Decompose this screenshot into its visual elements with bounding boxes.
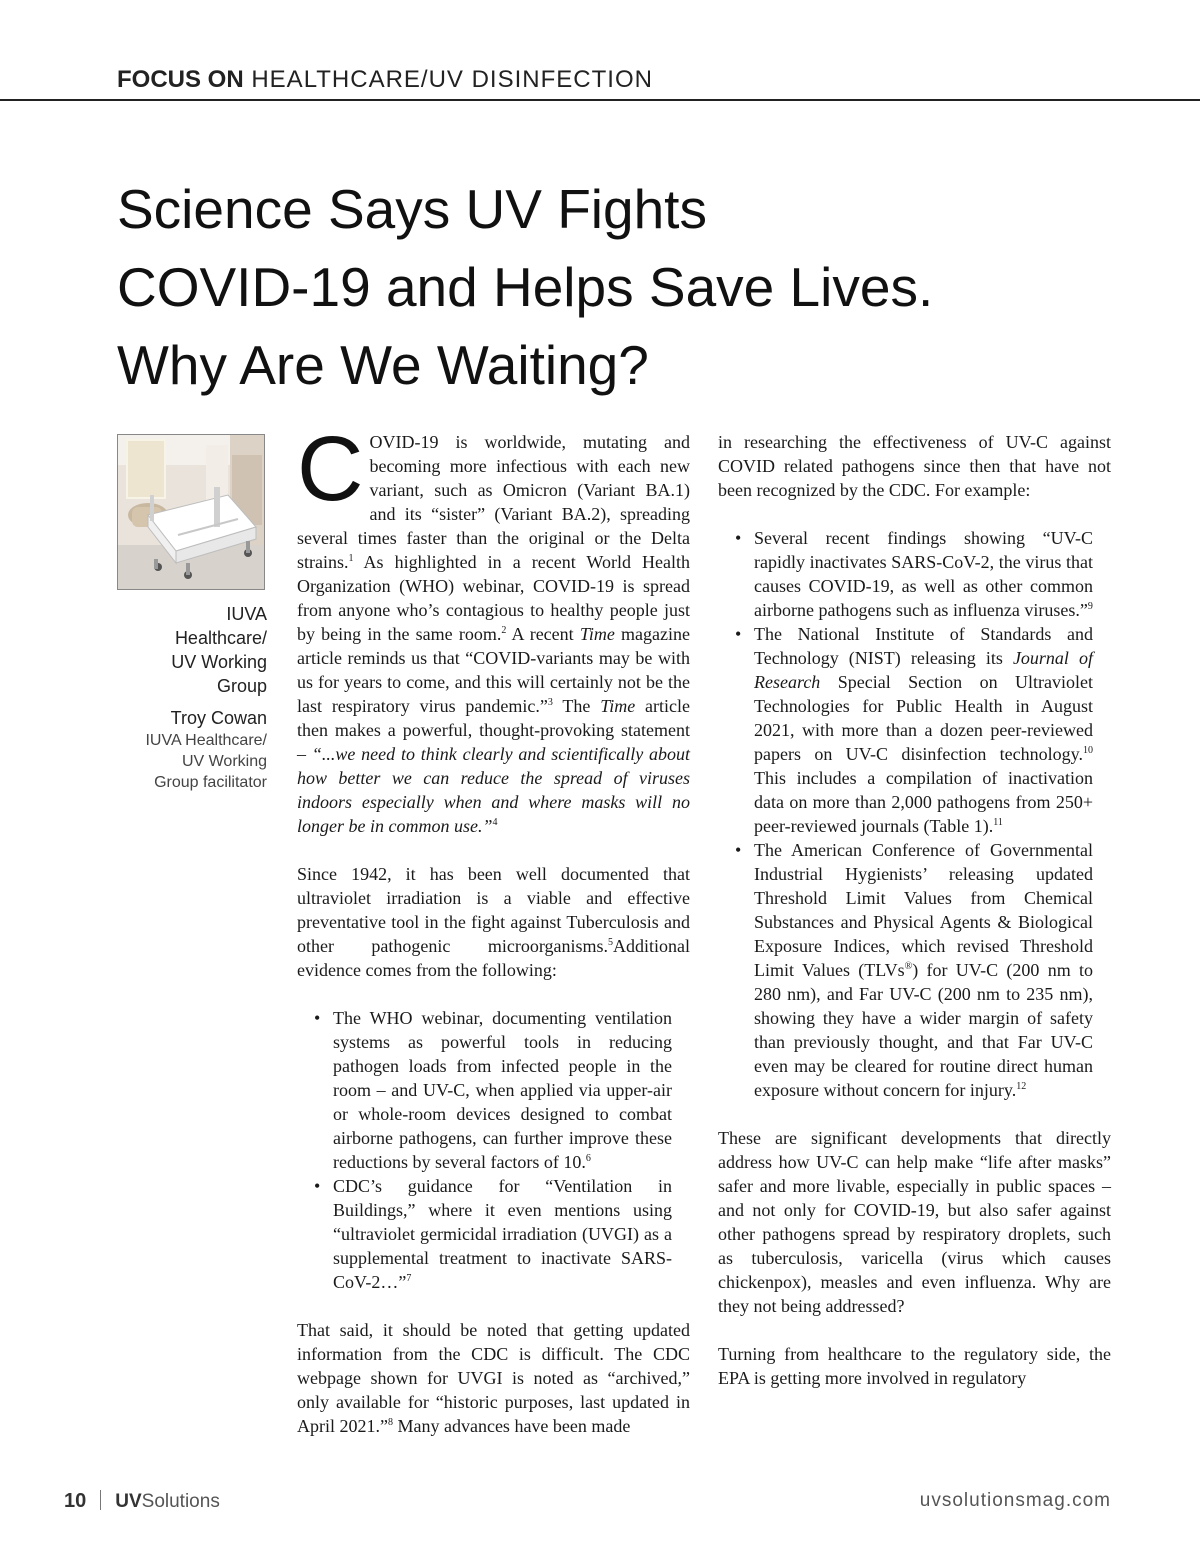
website-url: uvsolutionsmag.com (919, 1490, 1111, 1511)
list-item (333, 1174, 672, 1294)
group-line-2: Healthcare/ (174, 628, 267, 648)
intro-text-e: The (552, 696, 601, 716)
hospital-bed-illustration (118, 435, 264, 589)
article-column-1 (297, 418, 691, 1462)
list-item-text: CDC’s guidance for “Ventilation in Buildings,” where it even mentions using “ultraviolet germicidal irradiation (UVGI) as a supplemental treatment to inactivate SARS-CoV-2…” (333, 1176, 672, 1292)
page-number: 10 (64, 1490, 87, 1512)
footnote-ref: 11 (993, 817, 1003, 828)
intro-text-d: magazine article reminds us that “COVID-variants may be with us for years to come, and this will certainly not be the last respiratory virus pandemic.” (297, 624, 690, 716)
intro-text-c: A recent (506, 624, 580, 644)
footnote-ref: 4 (492, 817, 498, 828)
history-text-a: Since 1942, it has been well documented that ultraviolet irradiation is a viable and effective preventative tool in the fight against Tuberculosis and other pathogenic microorganisms. (297, 864, 690, 956)
intro-paragraph (297, 418, 691, 838)
page-footer (64, 1490, 1111, 1513)
list-item (754, 622, 1093, 838)
list-item-text: This includes a compilation of inactivation data on more than 2,000 pathogens from 250+ peer-reviewed journals (Table 1). (754, 768, 1093, 836)
regulatory-paragraph: Turning from healthcare to the regulatory side, the EPA is getting more involved in regulatory (718, 1344, 1111, 1388)
drop-cap: C (297, 418, 364, 520)
footnote-ref: 1 (348, 553, 354, 564)
role-line-2: UV Working (181, 753, 267, 770)
registered-mark: ® (904, 961, 913, 972)
author-name: Troy Cowan (170, 708, 267, 728)
intro-text-b: As highlighted in a recent World Health Organization (WHO) webinar, COVID-19 is spread from anyone who’s contagious to healthy people just by being in the same room. (297, 552, 690, 644)
intro-text-a: OVID-19 is worldwide, mutating and becoming more infectious with each new variant, such as Omicron (Variant BA.1) and its “sister” (Variant BA.2), spreading several times faster than the original or the Delta strains. (297, 432, 690, 572)
findings-list (754, 526, 1093, 1102)
group-line-4: Group (216, 676, 267, 696)
role-line-3: Group facilitator (154, 774, 267, 791)
list-item-text: The American Conference of Governmental Industrial Hygienists’ releasing updated Threshold Limit Values from Chemical Substances and Physical Agents & Biological Exposure Indices, which revised Threshold Limit Values (TLVs (754, 840, 1093, 980)
list-item (333, 1006, 672, 1174)
footnote-ref: 8 (387, 1417, 393, 1428)
author-role (100, 730, 267, 793)
role-line-1: IUVA Healthcare/ (145, 732, 267, 749)
list-item-text: The WHO webinar, documenting ventilation systems as powerful tools in reducing pathogen loads from infected people in the room – and UV-C, when applied via upper-air or whole-room devices designed to combat airborne pathogens, can further improve these reductions by several factors of 10. (333, 1008, 672, 1172)
footnote-ref: 2 (501, 625, 507, 636)
brand-solutions: Solutions (141, 1491, 220, 1512)
title-line-2: COVID-19 and Helps Save Lives. (117, 256, 934, 318)
footnote-ref: 6 (585, 1153, 591, 1164)
list-item (754, 838, 1093, 1102)
continuation-paragraph: in researching the effectiveness of UV-C against COVID related pathogens since then that have not been recognized by the CDC. For example: (718, 432, 1111, 500)
article-column-2 (718, 430, 1111, 1414)
evidence-list (333, 1006, 672, 1294)
intro-italic-time: Time (579, 624, 615, 644)
list-item-text: Several recent findings showing “UV-C rapidly inactivates SARS-CoV-2, the virus that causes COVID-19, as well as other common airborne pathogens such as influenza viruses.” (754, 528, 1093, 620)
list-item (754, 526, 1093, 622)
list-item-text: Special Section on Ultraviolet Technologies for Public Health in August 2021, with more than a dozen peer-reviewed papers on UV-C disinfection technology. (754, 672, 1093, 764)
cdc-text-a: That said, it should be noted that getting updated information from the CDC is difficult. The CDC webpage shown for UVGI is noted as “archived,” only available for “historic purposes, last updated in April 2021.” (297, 1320, 690, 1436)
group-line-1: IUVA (226, 604, 267, 624)
cdc-paragraph (297, 1318, 690, 1438)
intro-text-f: article then makes a powerful, thought-provoking statement – (297, 696, 690, 764)
significance-paragraph: These are significant developments that directly address how UV-C can help make “life after masks” safer and more livable, especially in public spaces – and not only for COVID-19, but also safer against other pathogens spread by respiratory droplets, such as tuberculosis, varicella (virus which causes chickenpox), measles and even influenza. Why are they not being addressed? (718, 1128, 1111, 1316)
list-item-text: ) for UV-C (200 nm to 280 nm), and Far UV-C (200 nm to 235 nm), showing they have a wider margin of safety than previously thought, and that Far UV-C even may be cleared for routine direct human exposure without concern for injury. (754, 960, 1094, 1100)
intro-italic-time-2: Time (600, 696, 636, 716)
section-header (117, 66, 653, 94)
footnote-ref: 5 (608, 937, 613, 948)
hospital-room-photo (117, 434, 265, 590)
history-paragraph (297, 862, 690, 982)
section-header-bold: FOCUS ON (117, 66, 244, 93)
section-header-rest: HEALTHCARE/UV DISINFECTION (243, 66, 653, 93)
header-rule (0, 99, 1200, 101)
history-text-b: Additional evidence comes from the following: (297, 936, 690, 980)
author-sidebar (100, 602, 267, 793)
article-title (117, 170, 1117, 404)
brand-uv: UV (115, 1491, 142, 1512)
footer-divider (100, 1490, 101, 1510)
list-item-text: The National Institute of Standards and Technology (NIST) releasing its (754, 624, 1093, 668)
intro-italic-quote: “...we need to think clearly and scientifically about how better we can reduce the spread of viruses indoors especially when and where masks will no longer be in common use.” (297, 744, 691, 836)
journal-title-italic: Journal of Research (754, 648, 1093, 692)
title-line-3: Why Are We Waiting? (117, 334, 649, 396)
footnote-ref: 10 (1083, 745, 1093, 756)
author-group (100, 602, 267, 698)
footnote-ref: 9 (1087, 601, 1093, 612)
footnote-ref: 12 (1016, 1081, 1027, 1092)
group-line-3: UV Working (171, 652, 267, 672)
footnote-ref: 7 (406, 1273, 412, 1284)
cdc-text-b: Many advances have been made (392, 1416, 631, 1436)
title-line-1: Science Says UV Fights (117, 178, 707, 240)
footnote-ref: 3 (547, 697, 553, 708)
